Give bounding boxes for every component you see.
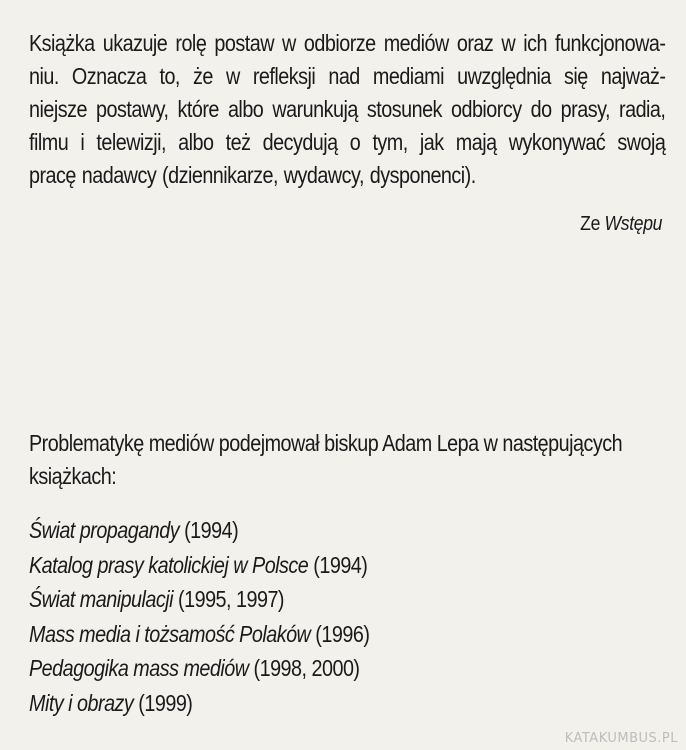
quote-paragraph — [29, 27, 665, 192]
book-title: Mass media i tożsamość Polaków — [29, 620, 311, 647]
list-item — [29, 582, 369, 617]
quote-source — [580, 213, 662, 236]
list-item — [29, 651, 369, 686]
book-years: (1995, 1997) — [173, 586, 285, 612]
list-item — [29, 513, 369, 548]
books-intro-line: Problematykę mediów podejmował biskup Adam Lepa w następujących — [29, 430, 623, 456]
list-item — [29, 548, 369, 583]
book-years: (1999) — [133, 689, 193, 716]
watermark: KATAKUMBUS.PL — [564, 731, 678, 746]
quote-line: filmu i telewizji, albo też decydują o tym, jak mają wykonywać swoją — [29, 129, 666, 155]
list-item — [29, 617, 369, 652]
book-title: Pedagogika mass mediów — [29, 655, 249, 681]
book-title: Mity i obrazy — [29, 689, 134, 716]
books-intro-line: książkach: — [29, 463, 117, 489]
quote-line: niu. Oznacza to, że w refleksji nad mediami uwzględnia się najważ- — [29, 63, 666, 89]
books-intro-paragraph — [29, 427, 665, 493]
quote-source-title: Wstępu — [604, 213, 662, 235]
list-item — [29, 686, 369, 721]
books-list — [29, 513, 369, 720]
book-years: (1996) — [310, 620, 370, 647]
book-years: (1994) — [308, 551, 368, 578]
book-title: Katalog prasy katolickiej w Polsce — [29, 551, 309, 578]
book-title: Świat manipulacji — [29, 586, 174, 612]
quote-line: Książka ukazuje rolę postaw w odbiorze mediów oraz w ich funkcjonowa- — [29, 30, 666, 56]
quote-line: niejsze postawy, które albo warunkują stosunek odbiorcy do prasy, radia, — [29, 96, 666, 122]
quote-line: pracę nadawcy (dziennikarze, wydawcy, dysponenci). — [29, 162, 476, 188]
book-years: (1998, 2000) — [248, 655, 360, 681]
book-years: (1994) — [179, 517, 239, 543]
book-title: Świat propagandy — [29, 517, 180, 543]
quote-source-prefix: Ze — [580, 213, 605, 235]
